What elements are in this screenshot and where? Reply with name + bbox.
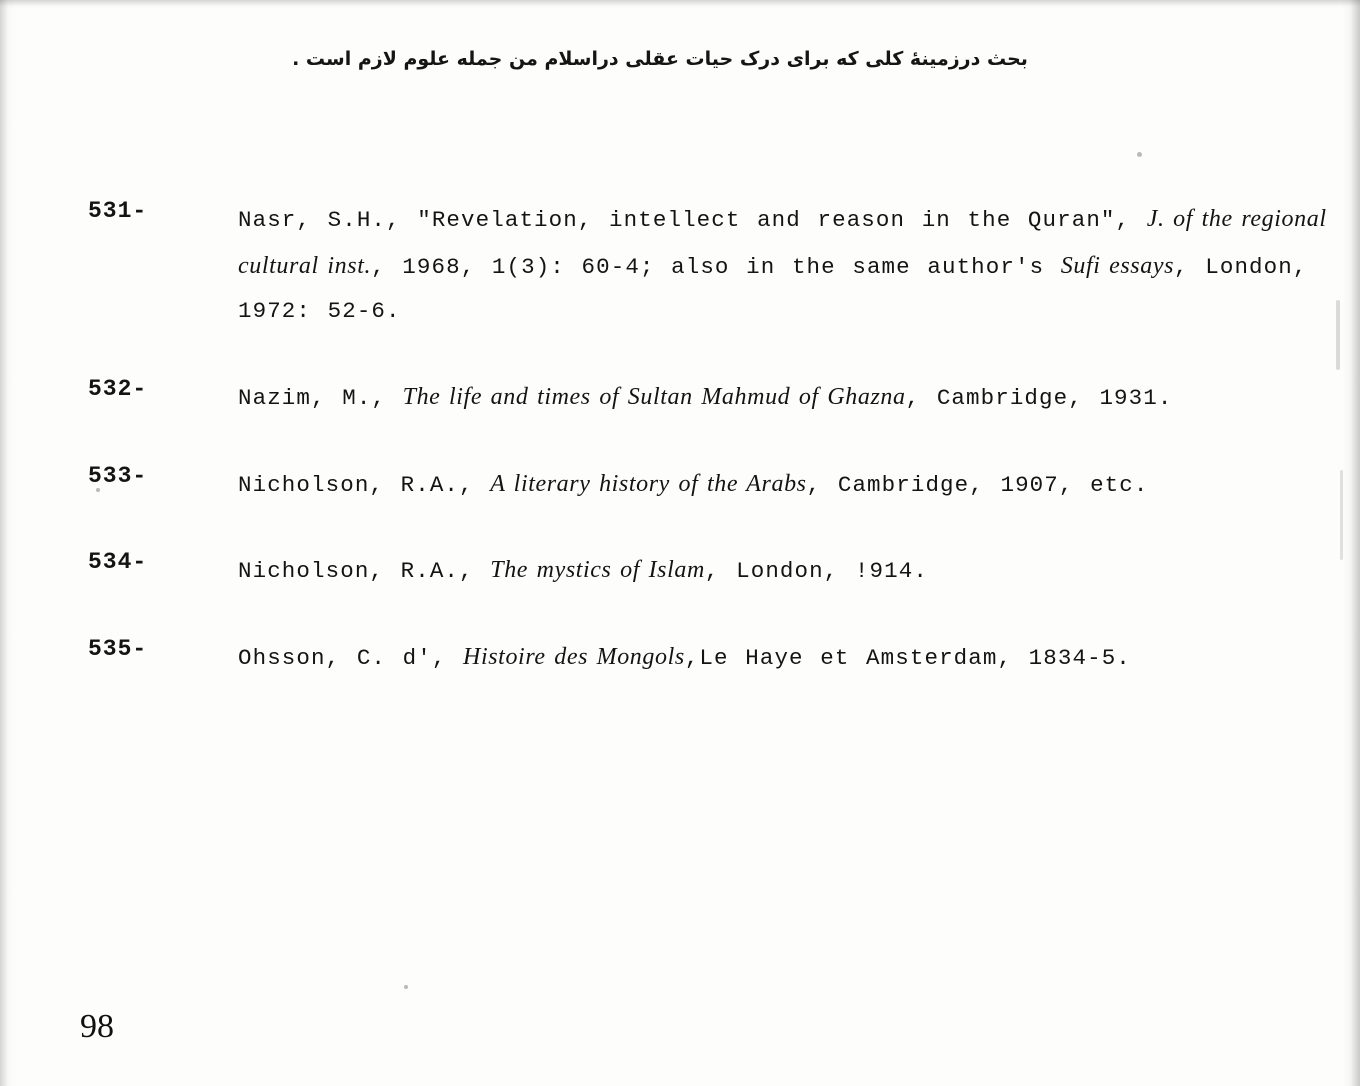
page-left-edge-shadow <box>0 0 8 1086</box>
entry-number: 532- <box>88 375 148 402</box>
entry-text <box>238 547 1343 594</box>
page-number: 98 <box>80 1008 114 1045</box>
entry-segment: Nasr, S.H., "Revelation, intellect and reason in the Quran", <box>238 207 1147 233</box>
bibliography-entry <box>88 547 1343 594</box>
entry-text <box>238 461 1343 508</box>
entry-segment-italic: Sufi essays <box>1060 252 1175 279</box>
persian-header-line: بحث درزمینهٔ کلی که برای درک حیات عقلی دراسلام من جمله علوم لازم است . <box>292 48 1028 70</box>
entry-segment: Nicholson, R.A., <box>238 558 491 585</box>
bibliography-entry <box>88 374 1343 421</box>
entry-segment: , London, !914. <box>704 558 928 585</box>
page-right-edge-shadow <box>1350 0 1360 1086</box>
scan-speck <box>1137 152 1142 157</box>
entry-number: 535- <box>88 636 148 663</box>
entry-number: 531- <box>88 198 148 224</box>
entry-text <box>238 196 1343 334</box>
entry-segment: Nicholson, R.A., <box>238 471 491 498</box>
entry-segment: , Cambridge, 1907, etc. <box>806 471 1149 498</box>
bibliography-entry <box>88 634 1343 681</box>
entry-number: 533- <box>88 462 148 489</box>
entry-segment-italic: Histoire des Mongols <box>463 644 685 671</box>
entry-segment-italic: The life and times of Sultan Mahmud of Ghazna <box>402 383 906 410</box>
entry-segment-italic: J. of the regional cultural inst. <box>238 206 1327 279</box>
entry-segment: , Cambridge, 1931. <box>905 384 1173 411</box>
bibliography-entry <box>88 196 1343 334</box>
entry-segment: Ohsson, C. d', <box>238 645 464 672</box>
scan-speck <box>404 985 408 989</box>
entry-segment-italic: A literary history of the Arabs <box>490 470 807 497</box>
bibliography-list <box>88 196 1343 721</box>
entry-segment: , 1968, 1(3): 60-4; also in the same author's <box>371 253 1061 280</box>
bibliography-entry <box>88 461 1343 508</box>
entry-text <box>238 374 1343 421</box>
entry-number: 534- <box>88 549 148 576</box>
entry-segment-italic: The mystics of Islam <box>490 557 705 584</box>
page-top-edge-shadow <box>0 0 1360 6</box>
entry-text <box>238 634 1343 681</box>
entry-segment: ,Le Haye et Amsterdam, 1834-5. <box>684 645 1131 672</box>
entry-segment: Nazim, M., <box>238 384 403 411</box>
entry-segment: , London, 1972: 52-6. <box>238 253 1308 324</box>
